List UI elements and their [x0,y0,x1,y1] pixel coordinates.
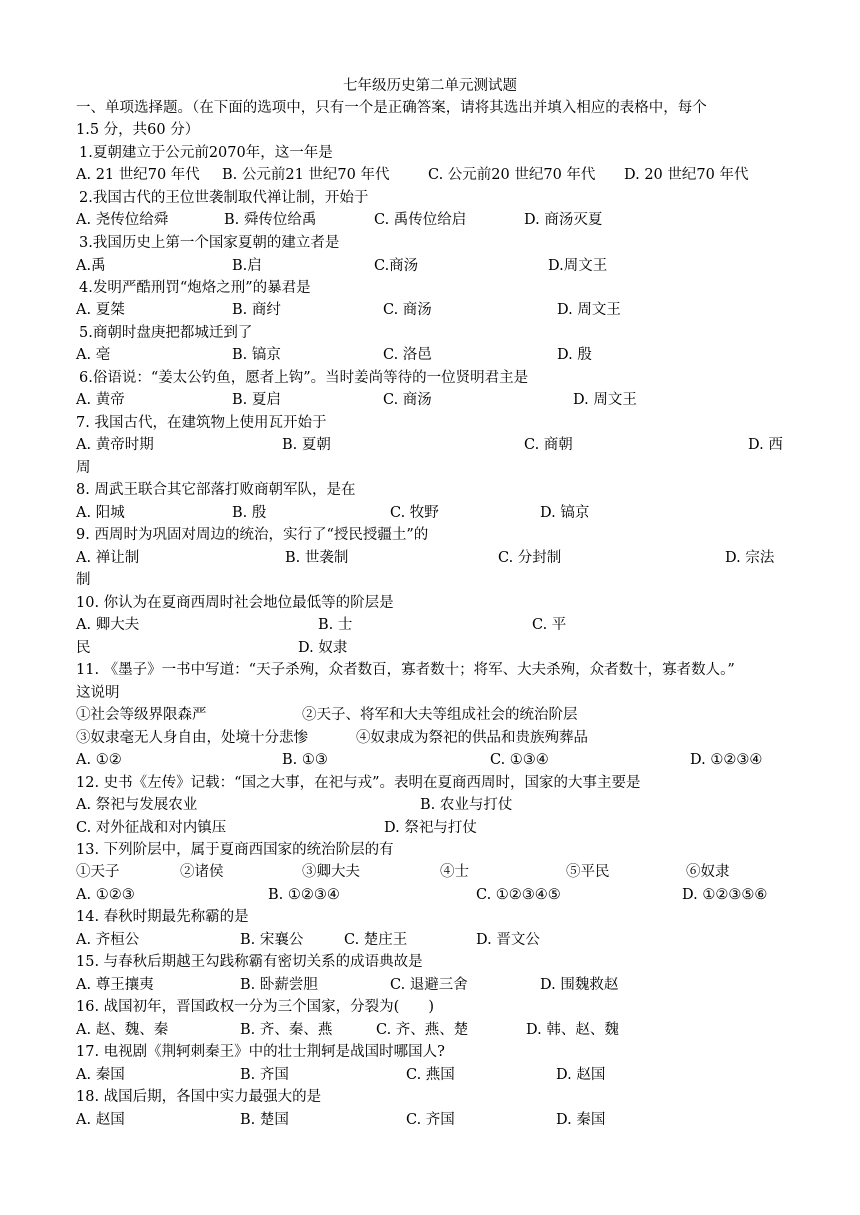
option-c: C. 分封制 [498,550,562,566]
option-c: C. 商朝 [524,437,573,453]
option-a: A. 赵、魏、秦 [76,1022,169,1038]
question-stem: 12. 史书《左传》记载：“国之大事，在祀与戎”。表明在夏商西周时，国家的大事主要是 [76,775,641,791]
option-c: C. 禹传位给启 [374,212,467,228]
question-stem-cont: 这说明 [76,685,120,701]
option-a: A. 阳城 [76,505,125,521]
option-b: B. 楚国 [240,1112,289,1128]
option-d: D. 围魏救赵 [540,977,619,993]
question-stem: 13. 下列阶层中，属于夏商西国家的统治阶层的有 [76,842,394,858]
option-b: B. 卧薪尝胆 [240,977,318,993]
option-a: A.禹 [76,258,106,274]
option-d: D. 秦国 [556,1112,606,1128]
option-b: B.启 [232,258,262,274]
section-heading: 一、单项选择题。（在下面的选项中，只有一个是正确答案，请将其选出并填入相应的表格中，每个 [76,100,707,116]
option-d-wrap: 周 [76,460,91,476]
option-a: A. 尧传位给舜 [76,212,169,228]
option-a: A. 禅让制 [76,550,140,566]
question-stem: 6.俗语说：“姜太公钓鱼，愿者上钩”。当时姜尚等待的一位贤明君主是 [79,370,529,386]
option-d: D. ①②③④ [690,752,763,768]
option-b: B. 商纣 [232,302,281,318]
option-d: D. 商汤灭夏 [524,212,603,228]
statement-item: ④士 [440,864,469,880]
option-b: B. ①③ [282,752,328,768]
option-c: C. 商汤 [383,302,432,318]
question-stem: 11. 《墨子》一书中写道：“天子杀殉，众者数百，寡者数十；将军、大夫杀殉，众者数十，寡者数人。” [76,662,735,678]
option-c: C. ①②③④⑤ [476,887,561,903]
option-b: B. 夏朝 [282,437,331,453]
option-b: B. 士 [318,617,353,633]
question-stem: 9. 西周时为巩固对周边的统治，实行了“授民授疆土”的 [76,527,429,543]
statement-item: ②诸侯 [180,864,224,880]
statement-item: ①天子 [76,864,120,880]
option-b: B. 世袭制 [285,550,349,566]
option-c-wrap: 民 [76,640,91,656]
option-d: D. 赵国 [556,1067,606,1083]
option-d: D. 殷 [557,347,592,363]
option-b: B. 齐国 [240,1067,289,1083]
option-c: C. 对外征战和对内镇压 [76,820,227,836]
option-b: B. 农业与打仗 [420,797,513,813]
statement-item: ④奴隶成为祭祀的供品和贵族殉葬品 [356,730,588,746]
option-c: C. 牧野 [390,505,439,521]
option-d: D. ①②③⑤⑥ [682,887,768,903]
option-c: C. 平 [532,617,567,633]
option-a: A. 黄帝 [76,392,125,408]
question-stem: 7. 我国古代，在建筑物上使用瓦开始于 [76,415,327,431]
option-a: A. 21 世纪70 年代 [76,167,200,183]
question-stem: 8. 周武王联合其它部落打败商朝军队，是在 [76,482,356,498]
question-stem: 14. 春秋时期最先称霸的是 [76,909,249,925]
option-a: A. 尊王攘夷 [76,977,154,993]
section-heading-cont: 1.5 分，共60 分） [76,122,200,138]
option-d: D.周文王 [548,258,608,274]
option-b: B. 齐、秦、燕 [240,1022,333,1038]
question-stem: 16. 战国初年，晋国政权一分为三个国家，分裂为( ) [76,999,434,1015]
statement-item: ⑤平民 [566,864,610,880]
option-c: C. ①③④ [490,752,549,768]
option-c: C. 燕国 [406,1067,455,1083]
option-b: B. 殷 [232,505,267,521]
option-a: A. 卿大夫 [76,617,140,633]
page-title: 七年级历史第二单元测试题 [343,78,517,94]
statement-item: ③奴隶毫无人身自由，处境十分悲惨 [76,730,308,746]
option-c: C. 公元前20 世纪70 年代 [428,167,596,183]
option-d: D. 周文王 [573,392,637,408]
option-a: A. 秦国 [76,1067,125,1083]
option-a: A. 黄帝时期 [76,437,154,453]
option-a: A. ①②③ [76,887,135,903]
question-stem: 5.商朝时盘庚把都城迁到了 [79,325,253,341]
question-stem: 2.我国古代的王位世袭制取代禅让制，开始于 [79,190,369,206]
option-d: D. 奴隶 [298,640,348,656]
option-b: B. 公元前21 世纪70 年代 [222,167,390,183]
question-stem: 10. 你认为在夏商西周时社会地位最低等的阶层是 [76,595,394,611]
option-d: D. 晋文公 [476,932,540,948]
statement-item: ⑥奴隶 [686,864,730,880]
option-c: C.商汤 [374,258,419,274]
statement-item: ①社会等级界限森严 [76,707,207,723]
question-stem: 4.发明严酷刑罚“炮烙之刑”的暴君是 [79,280,311,296]
option-d: D. 20 世纪70 年代 [624,167,749,183]
question-stem: 1.夏朝建立于公元前2070年，这一年是 [79,145,333,161]
option-b: B. ①②③④ [268,887,340,903]
option-a: A. ①② [76,752,122,768]
option-c: C. 洛邑 [383,347,432,363]
option-d: D. 韩、赵、魏 [526,1022,619,1038]
option-d: D. 宗法 [725,550,775,566]
option-c: C. 退避三舍 [390,977,468,993]
option-d-wrap: 制 [76,572,91,588]
question-stem: 15. 与春秋后期越王勾践称霸有密切关系的成语典故是 [76,954,423,970]
option-a: A. 赵国 [76,1112,125,1128]
option-c: C. 齐国 [406,1112,455,1128]
option-a: A. 亳 [76,347,111,363]
option-b: B. 夏启 [232,392,281,408]
option-c: C. 齐、燕、楚 [376,1022,469,1038]
option-a: A. 齐桓公 [76,932,140,948]
question-stem: 18. 战国后期，各国中实力最强大的是 [76,1089,322,1105]
statement-item: ③卿大夫 [302,864,360,880]
option-d: D. 周文王 [557,302,621,318]
option-c: C. 楚庄王 [344,932,408,948]
option-d: D. 镐京 [540,505,590,521]
option-b: B. 宋襄公 [240,932,304,948]
option-a: A. 祭祀与发展农业 [76,797,198,813]
option-b: B. 舜传位给禹 [224,212,317,228]
option-c: C. 商汤 [383,392,432,408]
option-a: A. 夏桀 [76,302,125,318]
statement-item: ②天子、将军和大夫等组成社会的统治阶层 [302,707,578,723]
option-d: D. 西 [748,437,783,453]
question-stem: 17. 电视剧《荆轲刺秦王》中的壮士荆轲是战国时哪国人? [76,1044,445,1060]
question-stem: 3.我国历史上第一个国家夏朝的建立者是 [79,235,340,251]
option-d: D. 祭祀与打仗 [384,820,477,836]
option-b: B. 镐京 [232,347,281,363]
